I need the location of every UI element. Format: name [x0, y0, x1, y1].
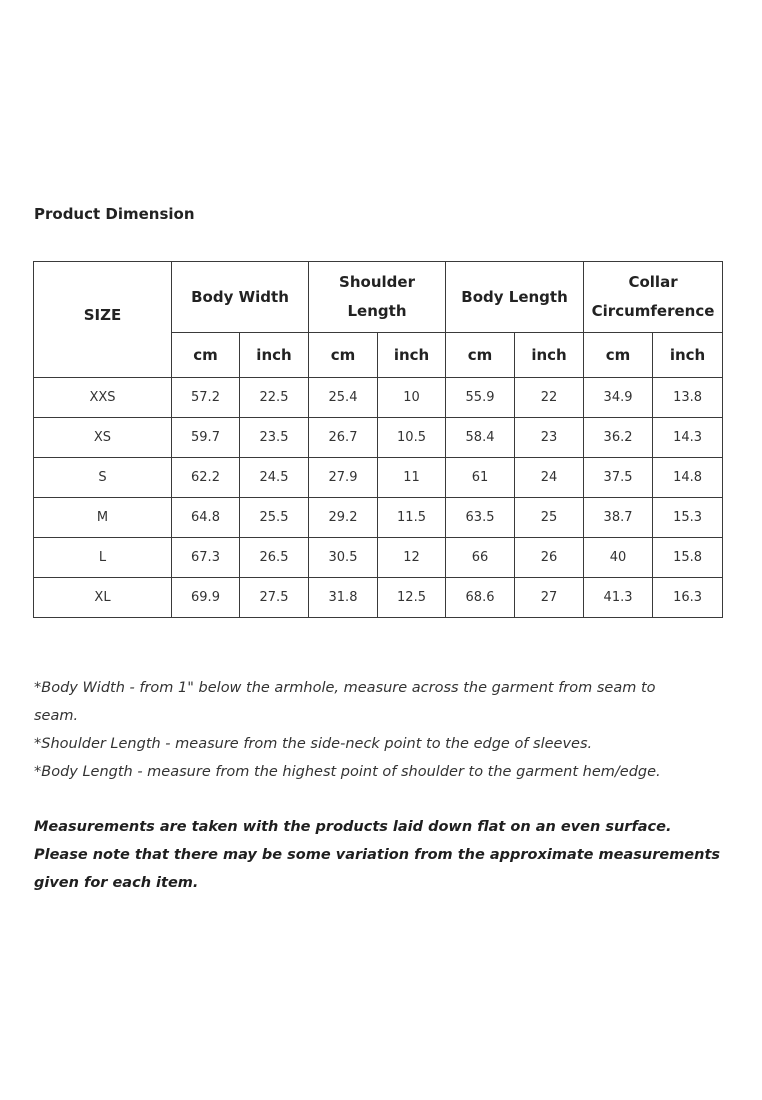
table-cell: 11.5 — [378, 498, 446, 538]
table-cell: 41.3 — [584, 578, 653, 618]
size-cell: S — [34, 458, 172, 498]
table-row — [34, 538, 723, 578]
size-cell: XXS — [34, 378, 172, 418]
table-cell: 25 — [515, 498, 584, 538]
table-cell: 27.5 — [240, 578, 309, 618]
note-line: *Body Width - from 1" below the armhole, measure across the garment from seam to — [34, 680, 656, 696]
table-cell: 11 — [378, 458, 446, 498]
table-cell: 12.5 — [378, 578, 446, 618]
table-cell: 29.2 — [309, 498, 378, 538]
disclaimer-line: Measurements are taken with the products laid down flat on an even surface. — [34, 819, 672, 835]
table-cell: 38.7 — [584, 498, 653, 538]
table-cell: 67.3 — [172, 538, 240, 578]
note-line: *Shoulder Length - measure from the side-neck point to the edge of sleeves. — [34, 736, 593, 752]
table-cell: 62.2 — [172, 458, 240, 498]
table-cell: 36.2 — [584, 418, 653, 458]
table-cell: 61 — [446, 458, 515, 498]
unit-header-inch: inch — [240, 333, 309, 378]
table-cell: 37.5 — [584, 458, 653, 498]
table-cell: 63.5 — [446, 498, 515, 538]
table-cell: 34.9 — [584, 378, 653, 418]
unit-header-inch: inch — [515, 333, 584, 378]
size-cell: L — [34, 538, 172, 578]
table-cell: 14.3 — [653, 418, 723, 458]
table-row — [34, 578, 723, 618]
shoulder-length-header-line1: Shoulder — [339, 273, 415, 291]
table-row — [34, 418, 723, 458]
table-cell: 58.4 — [446, 418, 515, 458]
table-cell: 25.4 — [309, 378, 378, 418]
size-cell: XS — [34, 418, 172, 458]
unit-header-inch: inch — [653, 333, 723, 378]
table-row — [34, 378, 723, 418]
shoulder-length-header-line2: Length — [347, 302, 407, 320]
body-width-header-label: Body Width — [191, 287, 289, 306]
table-row — [34, 458, 723, 498]
collar-circumference-header-line2: Circumference — [591, 302, 715, 320]
table-cell: 10 — [378, 378, 446, 418]
collar-circumference-header-line1: Collar — [628, 273, 678, 291]
collar-circumference-header — [584, 262, 723, 333]
note-line: seam. — [34, 708, 79, 724]
table-cell: 10.5 — [378, 418, 446, 458]
table-cell: 15.3 — [653, 498, 723, 538]
page-title: Product Dimension — [34, 205, 195, 223]
body-length-header — [446, 262, 584, 333]
table-cell: 64.8 — [172, 498, 240, 538]
disclaimer-line: Please note that there may be some variation from the approximate measurements — [34, 847, 721, 863]
table-cell: 66 — [446, 538, 515, 578]
unit-header-cm: cm — [584, 333, 653, 378]
size-column-header: SIZE — [34, 262, 172, 378]
size-cell: M — [34, 498, 172, 538]
measurement-notes — [34, 674, 714, 786]
table-cell: 27.9 — [309, 458, 378, 498]
unit-header-inch: inch — [378, 333, 446, 378]
table-cell: 25.5 — [240, 498, 309, 538]
table-cell: 23.5 — [240, 418, 309, 458]
table-cell: 27 — [515, 578, 584, 618]
table-cell: 31.8 — [309, 578, 378, 618]
table-cell: 15.8 — [653, 538, 723, 578]
table-cell: 59.7 — [172, 418, 240, 458]
note-line: *Body Length - measure from the highest point of shoulder to the garment hem/edge. — [34, 764, 661, 780]
table-cell: 69.9 — [172, 578, 240, 618]
table-cell: 16.3 — [653, 578, 723, 618]
disclaimer-line: given for each item. — [34, 875, 199, 891]
size-cell: XL — [34, 578, 172, 618]
table-cell: 24 — [515, 458, 584, 498]
table-cell: 40 — [584, 538, 653, 578]
table-cell: 24.5 — [240, 458, 309, 498]
table-cell: 26 — [515, 538, 584, 578]
table-cell: 22.5 — [240, 378, 309, 418]
table-cell: 30.5 — [309, 538, 378, 578]
table-cell: 68.6 — [446, 578, 515, 618]
table-cell: 26.5 — [240, 538, 309, 578]
unit-header-cm: cm — [309, 333, 378, 378]
table-cell: 13.8 — [653, 378, 723, 418]
table-cell: 57.2 — [172, 378, 240, 418]
unit-header-cm: cm — [446, 333, 515, 378]
shoulder-length-header — [309, 262, 446, 333]
table-cell: 14.8 — [653, 458, 723, 498]
table-cell: 55.9 — [446, 378, 515, 418]
body-length-header-label: Body Length — [461, 287, 568, 306]
table-row — [34, 498, 723, 538]
measurement-disclaimer — [34, 813, 724, 897]
table-cell: 12 — [378, 538, 446, 578]
table-cell: 26.7 — [309, 418, 378, 458]
table-cell: 22 — [515, 378, 584, 418]
table-cell: 23 — [515, 418, 584, 458]
unit-header-cm: cm — [172, 333, 240, 378]
body-width-header — [172, 262, 309, 333]
size-chart-table — [33, 261, 723, 618]
